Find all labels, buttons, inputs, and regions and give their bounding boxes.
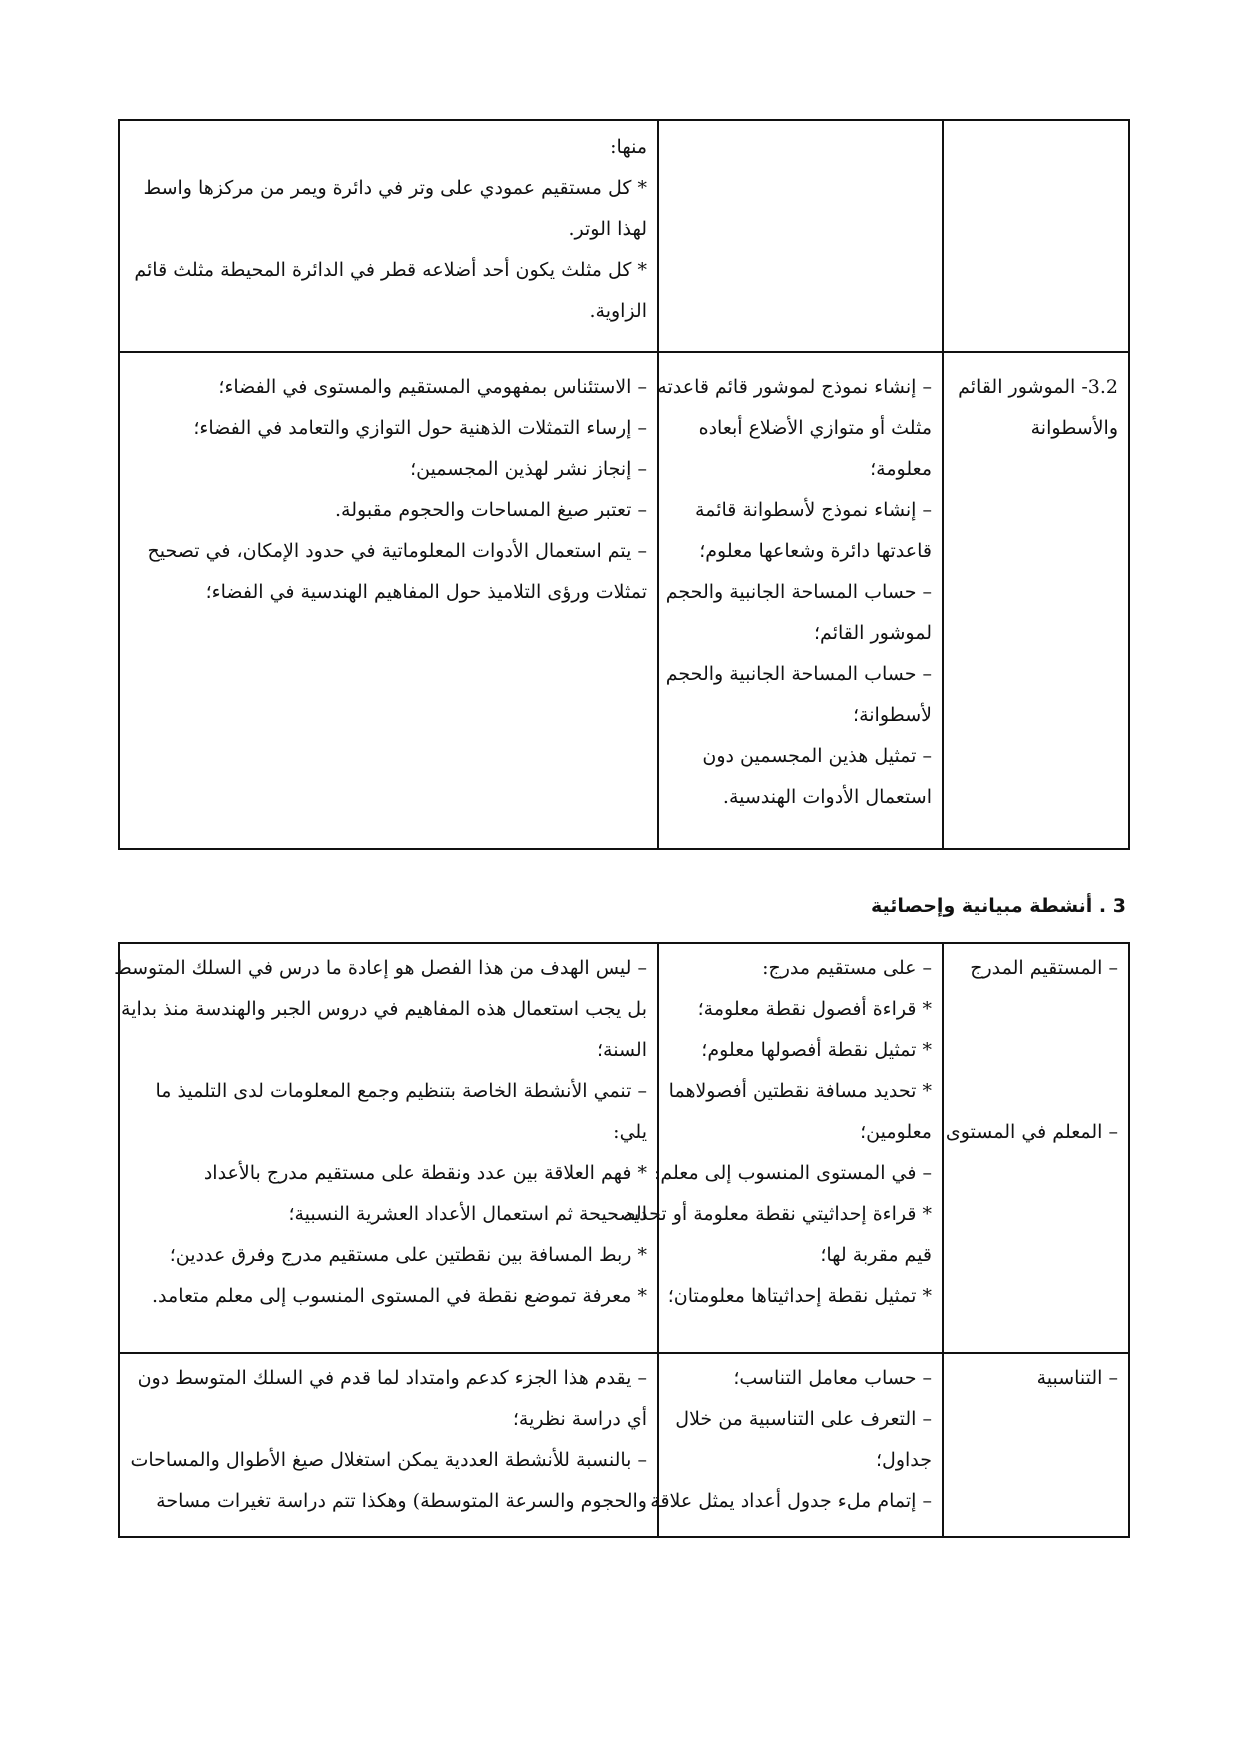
skill-line: – حساب المساحة الجانبية والحجم xyxy=(665,581,932,603)
skill-line: – إتمام ملء جدول أعداد يمثل علاقة xyxy=(650,1490,932,1512)
curriculum-table-geometry xyxy=(118,119,1130,850)
note-line: لهذا الوتر. xyxy=(568,218,647,240)
note-line: * ربط المسافة بين نقطتين على مستقيم مدرج وفرق عددين؛ xyxy=(169,1244,647,1266)
curriculum-table-graphs-statistics xyxy=(114,942,1130,1538)
skill-line: – تمثيل هذين المجسمين دون xyxy=(702,745,932,767)
skill-line: * تمثيل نقطة أفصولها معلوم؛ xyxy=(701,1039,932,1061)
skill-line: استعمال الأدوات الهندسية. xyxy=(722,786,932,808)
topic-cell xyxy=(943,120,1129,352)
note-line: بل يجب استعمال هذه المفاهيم في دروس الجبر والهندسة منذ بداية xyxy=(121,998,647,1020)
note-line: – الاستئناس بمفهومي المستقيم والمستوى في الفضاء؛ xyxy=(218,376,647,398)
notes-cell xyxy=(119,120,658,352)
note-line: أي دراسة نظرية؛ xyxy=(512,1408,647,1430)
skill-line: – حساب المساحة الجانبية والحجم xyxy=(665,663,932,685)
table-row xyxy=(119,352,1129,849)
topic-line: والأسطوانة xyxy=(1030,417,1118,439)
skill-line: * تحديد مسافة نقطتين أفصولاهما xyxy=(668,1080,932,1102)
topic-line: – التناسبية xyxy=(1036,1367,1118,1389)
note-line: * كل مثلث يكون أحد أضلاعه قطر في الدائرة المحيطة مثلث قائم xyxy=(134,259,647,281)
skills-cell xyxy=(658,120,943,352)
skill-line: قيم مقربة لها؛ xyxy=(820,1244,932,1266)
skills-cell xyxy=(658,352,943,849)
table-row xyxy=(119,943,1129,1353)
note-line: منها: xyxy=(610,136,647,158)
note-line: – إرساء التمثلات الذهنية حول التوازي والتعامد في الفضاء؛ xyxy=(193,417,647,439)
note-line: – يقدم هذا الجزء كدعم وامتداد لما قدم في السلك المتوسط دون xyxy=(137,1367,647,1389)
skill-line: – على مستقيم مدرج: xyxy=(762,957,932,979)
skill-line: جداول؛ xyxy=(875,1449,932,1471)
skill-line: قاعدتها دائرة وشعاعها معلوم؛ xyxy=(699,540,932,562)
topic-line xyxy=(954,1071,1118,1112)
skill-line: – إنشاء نموذج لموشور قائم قاعدته xyxy=(657,376,932,398)
note-line: – إنجاز نشر لهذين المجسمين؛ xyxy=(410,458,647,480)
skill-line: * تمثيل نقطة إحداثيتاها معلومتان؛ xyxy=(667,1285,932,1307)
note-line: الزاوية. xyxy=(589,300,647,322)
skill-line: – إنشاء نموذج لأسطوانة قائمة xyxy=(695,499,932,521)
skill-line: – التعرف على التناسبية من خلال xyxy=(675,1408,932,1430)
note-line: – بالنسبة للأنشطة العددية يمكن استغلال صيغ الأطوال والمساحات xyxy=(130,1449,647,1471)
topic-cell xyxy=(943,352,1129,849)
skill-line: معلومة؛ xyxy=(870,458,932,480)
skill-line: * قراءة إحداثيتي نقطة معلومة أو تحديد xyxy=(623,1203,932,1225)
note-line: * معرفة تموضع نقطة في المستوى المنسوب إلى معلم متعامد. xyxy=(152,1285,647,1307)
topic-cell xyxy=(943,943,1129,1353)
skills-cell xyxy=(650,1353,943,1537)
notes-cell xyxy=(114,943,658,1353)
note-line: * فهم العلاقة بين عدد ونقطة على مستقيم مدرج بالأعداد xyxy=(203,1162,647,1184)
topic-line xyxy=(954,1030,1118,1071)
notes-cell xyxy=(119,1353,658,1537)
note-line: تمثلات ورؤى التلاميذ حول المفاهيم الهندسية في الفضاء؛ xyxy=(205,581,647,603)
topic-line xyxy=(954,989,1118,1030)
table-row xyxy=(119,1353,1129,1537)
topic-line: 3.2- الموشور القائم xyxy=(958,376,1118,398)
skill-line: مثلث أو متوازي الأضلاع أبعاده xyxy=(698,417,932,439)
note-line: – تنمي الأنشطة الخاصة بتنظيم وجمع المعلومات لدى التلميذ ما xyxy=(155,1080,647,1102)
note-line: يلي: xyxy=(613,1121,647,1143)
note-line: – تعتبر صيغ المساحات والحجوم مقبولة. xyxy=(335,499,647,521)
skill-line: – في المستوى المنسوب إلى معلم: xyxy=(653,1162,932,1184)
skill-line: معلومين؛ xyxy=(860,1121,932,1143)
section-heading: 3 . أنشطة مبيانية وإحصائية xyxy=(870,895,1126,917)
skill-line: لأسطوانة؛ xyxy=(853,704,932,726)
note-line: – ليس الهدف من هذا الفصل هو إعادة ما درس في السلك المتوسط xyxy=(114,957,647,979)
topic-line: – المستقيم المدرج xyxy=(970,957,1118,979)
note-line: – يتم استعمال الأدوات المعلوماتية في حدود الإمكان، في تصحيح xyxy=(147,540,647,562)
skill-line: – حساب معامل التناسب؛ xyxy=(733,1367,932,1389)
topic-cell xyxy=(943,1353,1129,1537)
table-row xyxy=(119,120,1129,352)
topic-line: – المعلم في المستوى xyxy=(945,1121,1118,1143)
note-line: * كل مستقيم عمودي على وتر في دائرة ويمر من مركزها واسط xyxy=(143,177,647,199)
skill-line: * قراءة أفصول نقطة معلومة؛ xyxy=(697,998,932,1020)
skill-line: لموشور القائم؛ xyxy=(814,622,932,644)
notes-cell xyxy=(119,352,658,849)
note-line: الصحيحة ثم استعمال الأعداد العشرية النسبية؛ xyxy=(288,1203,647,1225)
note-line: والحجوم والسرعة المتوسطة) وهكذا تتم دراسة تغيرات مساحة xyxy=(156,1490,647,1512)
note-line: السنة؛ xyxy=(597,1039,647,1061)
